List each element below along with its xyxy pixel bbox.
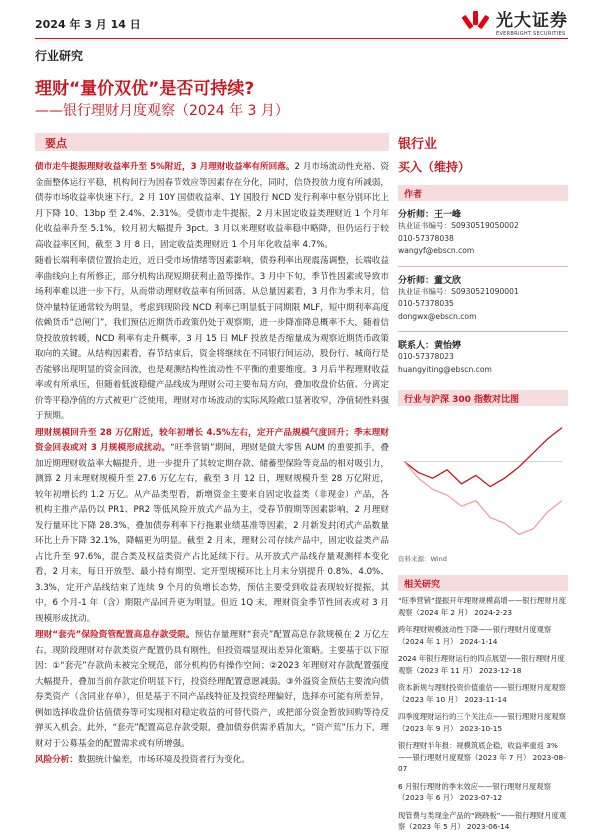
author-label: 作者 <box>404 190 423 200</box>
related-date: 2023-10-15 <box>459 723 503 733</box>
related-title[interactable]: 2024 年银行理财运行的四点展望——银行理财月度观察（2023 年 11 月） <box>398 654 565 675</box>
analyst-name: 分析师：王一峰 <box>398 210 462 220</box>
contact-block <box>398 338 568 376</box>
related-title[interactable]: 现管费与类现金产品的“跷跷板”——银行理财月度观察（2023 年 5 月） <box>398 810 567 831</box>
analyst-email[interactable]: wangyf@ebscn.com <box>398 246 475 255</box>
contact-tel: 010-57378023 <box>398 352 454 361</box>
risk-note <box>35 753 389 769</box>
related-title[interactable]: 跨年理财规模波动性下降——银行理财月度观察（2024 年 1 月） <box>398 625 552 646</box>
related-item[interactable] <box>398 682 568 705</box>
related-title[interactable]: “旺季营销”提振开年理财规模高增——银行理财月度观察（2024 年 2 月） <box>398 596 567 617</box>
related-item[interactable] <box>398 711 568 734</box>
key-points-bar <box>35 133 389 151</box>
related-item[interactable] <box>398 740 568 775</box>
header-date: 2024 年 3 月 14 日 <box>35 18 141 31</box>
related-item[interactable] <box>398 781 568 804</box>
related-title[interactable]: 四季度理财运行的三个关注点——银行理财月度观察（2023 年 9 月） <box>398 712 566 733</box>
series-line-沪深300 <box>404 461 562 534</box>
analyst-name: 分析师：董文欣 <box>398 275 462 286</box>
related-label: 相关研究 <box>404 580 441 590</box>
contact-email[interactable]: huangyiting@ebscn.com <box>398 364 492 374</box>
chart-label: 行业与沪深 300 指数对比图 <box>404 395 520 405</box>
key-points-label: 要点 <box>45 137 67 150</box>
related-title[interactable]: 资本新规与理财投资价值重估——银行理财月度观察（2023 年 10 月） <box>398 683 566 704</box>
related-date: 2023-08-07 <box>398 752 566 773</box>
related-item[interactable] <box>398 653 568 676</box>
brand-name-cn: 光大证券 <box>496 11 568 31</box>
brand-name-en: EVERBRIGHT SECURITIES <box>496 31 566 37</box>
analyst-block <box>398 273 568 324</box>
risk-text: 数据统计偏差，市场环境及投资者行为变化。 <box>77 755 250 765</box>
risk-lead: 风险分析： <box>35 755 78 765</box>
analyst-tel: 010-57378038 <box>398 233 454 243</box>
report-title: 理财“量价双优”是否可持续? <box>35 79 255 99</box>
related-date: 2024-1-14 <box>459 636 498 646</box>
chart-source: 资料来源：Wind <box>398 555 447 563</box>
related-item[interactable] <box>398 595 568 618</box>
paragraph-text: 预估存量理财“套壳”配置高息存款规模在 2 万亿左右，现阶段理财对存款类资产配置仍具有刚性，但投资端显现出差异化策略。主要基于以下原因：①“套壳”存款尚未被完全规范，部分机构仍有操作空间；②2023 年理财对存款配置强度大幅提升，叠加当前存款定价明显下行，投资经理配置意愿减弱。③外溢资金预估主要流向债券类资产（含同业存单），但是基于不同产品线特征及投资经理偏好，选择亦可能有所差异，例如选择收盘价估值债券等可实现相对稳定收益的可替代资产，或把部分资金暂放回购等待反弹买入机会。此外，“套壳”配置高息存款受限，叠加债券供需矛盾加大，“资产荒”压力下，理财对于公募基金的配置需求或有所增强。 <box>35 630 389 749</box>
contact-name: 联系人：黄怡婷 <box>398 341 462 351</box>
related-date: 2023-12-18 <box>478 665 522 675</box>
sunburst-logo-icon <box>462 8 490 36</box>
sidebar <box>398 133 568 839</box>
related-list <box>398 595 568 833</box>
related-bar <box>398 575 568 591</box>
index-comparison-chart <box>398 412 568 552</box>
divider <box>398 266 568 267</box>
analyst-tel: 010-57378035 <box>398 299 454 308</box>
related-item[interactable] <box>398 624 568 647</box>
paragraph <box>35 628 389 752</box>
paragraph <box>35 426 389 628</box>
author-bar <box>398 185 568 201</box>
related-date: 2023-06-14 <box>466 822 510 831</box>
rating-label: 买入（维持） <box>398 160 471 174</box>
related-date: 2023-07-12 <box>459 793 503 802</box>
analyst-cert: 执业证书编号：S0930521090001 <box>398 286 519 296</box>
paragraph-lead: 理财“套壳”保险资管配置高息存款受限。 <box>35 630 195 640</box>
chart-bar <box>398 390 568 406</box>
paragraph-text: 随着长端利率债位置抬走近，近日受市场情绪等因素影响，债券利率出现震荡调整，长端收益率曲线向上有所修正，部分机构出现短期获利止盈等操作。3 月中下旬，季节性因素或导致市场利率难以进一步下行，从而带动理财收益率有所回落。从总量因素看，3 月作为季末月，信贷冲量特征通常较为明显，考虑到现阶段 NCD 利率已明显低于同期限 MLF，短中期利率高度依赖货币“总闸门”，我们预估近期货币政策仍处于观察期，进一步降准降息概率不大，随着信贷投放放转暖，NCD 利率有走升概率，3 月 15 日 MLF 投放是否缩量成为观察近期货币政策取向的关键。从结构因素看，春节结束后，资金将继续在不同银行间运动，股份行、城商行是否能够出现明显的资金回流，也是观测结构性流动性不平衡的重要维度。3 月后半程理财收益率或有所承压，但随着低波稳健产品线成为理财公司主要布局方向，叠加收盘价估值、分离定价等平稳净值的方式被更广泛使用，理财对市场波动的实际风险敞口显著收窄，净值韧性料强于预期。 <box>35 256 389 421</box>
report-body <box>35 160 389 770</box>
paragraph-lead: 债市走牛提振理财收益率升至 5%附近，3 月理财收益率有所回落。 <box>35 162 295 172</box>
analyst-email[interactable]: dongwx@ebscn.com <box>398 311 477 321</box>
series-line-银行业 <box>404 428 562 487</box>
related-date: 2024-2-23 <box>474 607 513 617</box>
chart-svg <box>398 412 568 552</box>
analyst-cert: 执业证书编号：S0930519050002 <box>398 221 519 230</box>
related-title[interactable]: 银行理财半年报：规模筑底企稳，收益率重返 3%——银行理财月度观察（2023 年 7 月） <box>398 741 558 762</box>
related-date: 2023-11-14 <box>464 694 507 704</box>
paragraph-lead: 理财规模回升至 28 万亿附近，较年初增长 4.5%左右，定开产品规模气度回升；季末理财资金回表或对 3 月规模形成扰动。 <box>35 427 389 453</box>
section-label: 行业研究 <box>35 49 84 63</box>
paragraph <box>35 254 389 425</box>
paragraph <box>35 160 389 253</box>
analyst-block <box>398 207 568 258</box>
paragraph-text: “旺季营销”期间，理财是做大零售 AUM 的重要抓手，叠加近期理财收益率大幅提升，进一步提升了其较定期存款、储蓄型保险等竞品的相对吸引力，测算 2 月末理财规模升至 27.6 万亿左右，截至 3 月 12 日，理财规模升至 28 万亿附近，较年初增长约 1.2 万亿。从产品类型看，新增资金主要来自固定收益类（非现金）产品，各机构主推产品仍以 PR1、PR2 等低风险开放式产品为主，受春节假期等因素影响，2 月理财发行量环比下降 28.3%，叠加债券利率下行拖累业绩基准等因素，2 月新发封闭式产品数量环比上升下降 32.1%，降幅更为明显。截至 2 月末，理财公司存续产品中，固定收益类产品占比升至 97.6%，混合类及权益类资产占比延续下行。从开放式产品线存量观测样本变化看，2 月末，每日开放型、最小持有期型、定开型规模环比上月末分别提升 0.8%、4.0%、3.3%，定开产品线结束了连续 9 个月的负增长态势，预估主要受到收益表现较好提振，其中，6 个月-1 年（含）期限产品回升更为明显。但近 1Q 末，理财资金季节性回表或对 3 月规模形成扰动。 <box>35 443 390 624</box>
report-subtitle: ——银行理财月度观察（2024 年 3 月） <box>35 103 289 119</box>
paragraph-text: 2 月市场流动性充裕、资金面整体运行平稳，机构间行为因春节效应等因素存在分化，同时，信贷投放力度有所减弱，债券市场收益率快速下行。2 月 10Y 国债收益率、1Y 国股行 NCD 发行利率中枢分别环比上月下降 10、13bp 至 2.4%、2.31%。受债市走牛提振，2 月末固定收益类理财近 1 个月年化收益率升至 5.1%，较月初大幅提升 3pct。3 月以来理财收益率稳中略降，但仍运行于较高收益率区间，截至 3 月 8 日，固定收益类理财近 1 个月年化收益率 4.7%。 <box>35 162 390 250</box>
brand-logo <box>462 6 568 37</box>
header-divider <box>35 38 568 39</box>
related-title[interactable]: 6 月银行理财的季末效应——银行理财月度观察（2023 年 6 月） <box>398 781 551 802</box>
industry-label: 银行业 <box>398 137 438 152</box>
divider <box>398 331 568 332</box>
related-item[interactable] <box>398 810 568 833</box>
